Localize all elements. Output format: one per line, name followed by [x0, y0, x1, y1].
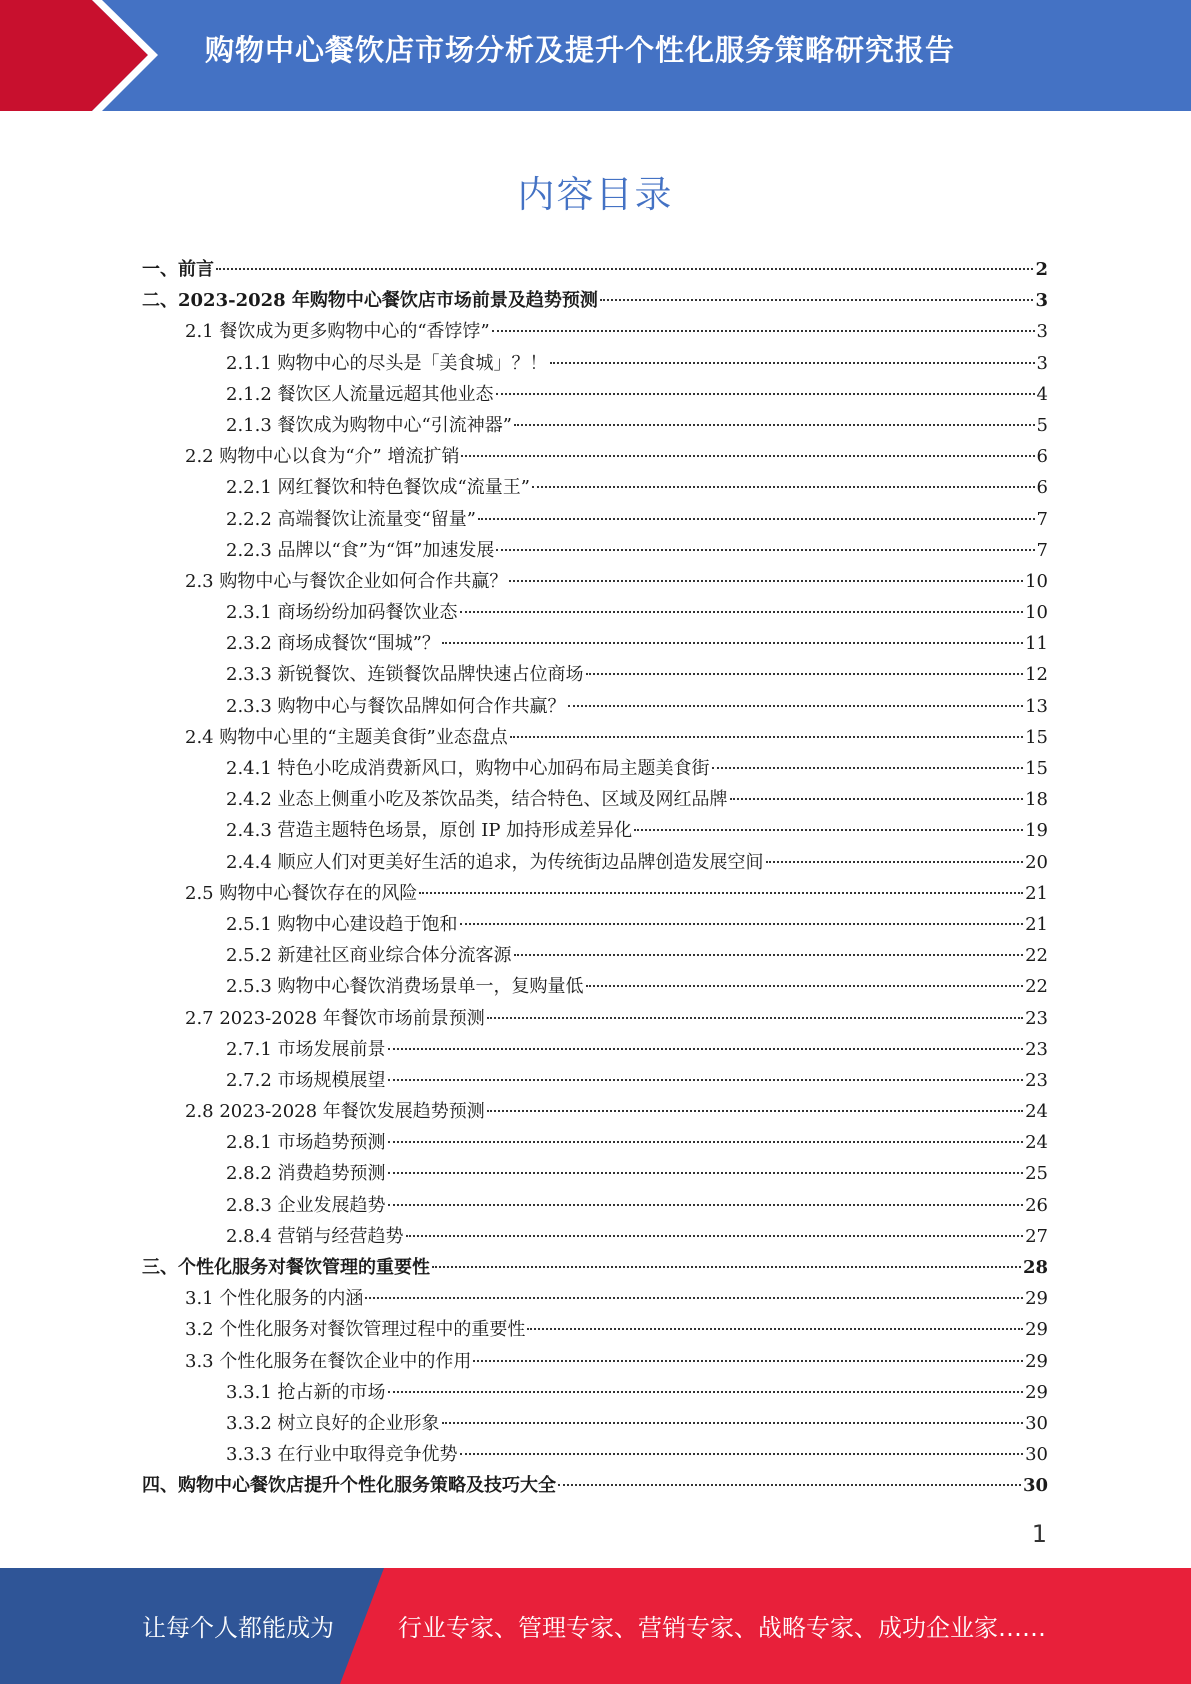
toc-entry-title: 2.1 餐饮成为更多购物中心的“香饽饽” — [185, 321, 490, 343]
toc-entry[interactable] — [142, 1470, 1048, 1501]
toc-entry-page: 2 — [1035, 259, 1048, 280]
toc-entry[interactable] — [142, 316, 1048, 347]
toc-entry-page: 15 — [1025, 758, 1048, 779]
toc-entry[interactable] — [142, 1314, 1048, 1345]
toc-dot-leader — [510, 736, 1023, 738]
toc-entry-page: 3 — [1035, 290, 1048, 312]
toc-entry-page: 29 — [1025, 1288, 1048, 1310]
toc-entry-title: 2.2.1 网红餐饮和特色餐饮成“流量王” — [226, 477, 530, 499]
toc-entry[interactable] — [142, 1003, 1048, 1034]
toc-entry[interactable] — [142, 441, 1048, 472]
toc-entry[interactable] — [142, 1408, 1048, 1439]
toc-entry-title: 3.1 个性化服务的内涵 — [185, 1288, 364, 1310]
toc-dot-leader — [766, 861, 1024, 863]
footer-slogan-right: 行业专家、管理专家、营销专家、战略专家、成功企业家…… — [398, 1614, 1046, 1642]
toc-entry-title: 三、个性化服务对餐饮管理的重要性 — [142, 1257, 430, 1278]
toc-entry-page: 23 — [1025, 1038, 1048, 1060]
toc-entry-title: 2.7.2 市场规模展望 — [226, 1069, 386, 1091]
toc-entry-page: 21 — [1025, 882, 1048, 904]
toc-entry-title: 2.3.1 商场纷纷加码餐饮业态 — [226, 602, 458, 624]
toc-entry-page: 6 — [1036, 446, 1048, 468]
toc-dot-leader — [527, 1328, 1023, 1330]
toc-entry[interactable] — [142, 878, 1048, 909]
toc-dot-leader — [388, 1391, 1024, 1393]
toc-entry[interactable] — [142, 1034, 1048, 1065]
header-banner — [0, 0, 1191, 111]
toc-entry-title: 2.5.1 购物中心建设趋于饱和 — [226, 913, 458, 935]
toc-entry[interactable] — [142, 1252, 1048, 1283]
toc-dot-leader — [532, 486, 1035, 488]
toc-entry-title: 2.8.3 企业发展趋势 — [226, 1194, 386, 1216]
toc-entry-title: 2.3.2 商场成餐饮“围城”？ — [226, 633, 440, 655]
toc-entry-page: 29 — [1025, 1350, 1048, 1372]
toc-entry[interactable] — [142, 971, 1048, 1002]
toc-entry-page: 10 — [1025, 602, 1048, 624]
toc-dot-leader — [388, 1172, 1024, 1174]
toc-entry[interactable] — [142, 1439, 1048, 1470]
toc-dot-leader — [365, 1297, 1023, 1299]
toc-dot-leader — [730, 798, 1024, 800]
toc-entry-page: 3 — [1036, 321, 1048, 343]
toc-entry-page: 22 — [1025, 976, 1048, 998]
toc-entry[interactable] — [142, 1346, 1048, 1377]
toc-entry-title: 2.5 购物中心餐饮存在的风险 — [185, 882, 418, 904]
toc-entry-title: 2.8.1 市场趋势预测 — [226, 1132, 386, 1154]
toc-entry-page: 23 — [1025, 1069, 1048, 1091]
toc-dot-leader — [496, 549, 1034, 551]
toc-dot-leader — [388, 1204, 1024, 1206]
toc-entry[interactable] — [142, 597, 1048, 628]
toc-entry-title: 2.2 购物中心以食为“介” 增流扩销 — [185, 446, 460, 468]
toc-entry[interactable] — [142, 1283, 1048, 1314]
toc-dot-leader — [514, 954, 1024, 956]
toc-entry-title: 2.5.2 新建社区商业综合体分流客源 — [226, 945, 512, 967]
toc-dot-leader — [473, 1360, 1023, 1362]
toc-entry-title: 2.2.2 高端餐饮让流量变“留量” — [226, 508, 476, 530]
toc-entry[interactable] — [142, 1190, 1048, 1221]
toc-entry-title: 2.8.4 营销与经营趋势 — [226, 1225, 404, 1247]
toc-dot-leader — [492, 330, 1035, 332]
toc-entry-page: 25 — [1025, 1163, 1048, 1185]
toc-entry[interactable] — [142, 535, 1048, 566]
report-title: 购物中心餐饮店市场分析及提升个性化服务策略研究报告 — [205, 33, 956, 67]
toc-entry-title: 2.2.3 品牌以“食”为“饵”加速发展 — [226, 539, 495, 561]
toc-entry-page: 24 — [1025, 1132, 1048, 1154]
toc-dot-leader — [586, 985, 1024, 987]
toc-entry-page: 26 — [1025, 1194, 1048, 1216]
toc-entry-title: 2.3 购物中心与餐饮企业如何合作共赢？ — [185, 570, 508, 592]
toc-entry-title: 2.5.3 购物中心餐饮消费场景单一，复购量低 — [226, 976, 584, 998]
toc-dot-leader — [487, 1110, 1023, 1112]
table-of-contents — [142, 254, 1048, 1502]
toc-entry[interactable] — [142, 1377, 1048, 1408]
toc-dot-leader — [478, 518, 1035, 520]
toc-entry[interactable] — [142, 410, 1048, 441]
toc-entry[interactable] — [142, 1065, 1048, 1096]
toc-dot-leader — [460, 923, 1024, 925]
toc-dot-leader — [388, 1048, 1024, 1050]
toc-dot-leader — [712, 767, 1024, 769]
toc-entry-page: 24 — [1025, 1101, 1048, 1123]
toc-entry-title: 2.8 2023-2028 年餐饮发展趋势预测 — [185, 1101, 485, 1123]
toc-entry[interactable] — [142, 815, 1048, 846]
toc-entry[interactable] — [142, 1096, 1048, 1127]
toc-dot-leader — [586, 673, 1024, 675]
toc-dot-leader — [432, 1266, 1021, 1268]
toc-entry[interactable] — [142, 254, 1048, 285]
toc-entry[interactable] — [142, 659, 1048, 690]
toc-dot-leader — [460, 1453, 1024, 1455]
header-arrow-decoration — [0, 0, 160, 111]
toc-entry-title: 3.3 个性化服务在餐饮企业中的作用 — [185, 1350, 472, 1372]
toc-dot-leader — [419, 892, 1023, 894]
toc-entry-title: 2.4.4 顺应人们对更美好生活的追求，为传统街边品牌创造发展空间 — [226, 851, 764, 873]
toc-dot-leader — [600, 299, 1034, 301]
toc-dot-leader — [461, 455, 1034, 457]
toc-entry-title: 二、2023-2028 年购物中心餐饮店市场前景及趋势预测 — [142, 290, 598, 312]
toc-dot-leader — [406, 1235, 1024, 1237]
toc-entry-title: 3.3.3 在行业中取得竞争优势 — [226, 1444, 458, 1466]
toc-dot-leader — [558, 1484, 1021, 1486]
toc-dot-leader — [496, 393, 1035, 395]
footer-banner — [0, 1568, 1191, 1684]
toc-entry-title: 四、购物中心餐饮店提升个性化服务策略及技巧大全 — [142, 1475, 556, 1497]
toc-entry-page: 3 — [1036, 352, 1048, 374]
toc-entry[interactable] — [142, 379, 1048, 410]
toc-entry-page: 12 — [1025, 664, 1048, 686]
toc-entry-title: 2.4.2 业态上侧重小吃及茶饮品类，结合特色、区域及网红品牌 — [226, 789, 728, 811]
toc-entry-title: 2.4.1 特色小吃成消费新风口，购物中心加码布局主题美食街 — [226, 758, 710, 779]
toc-entry[interactable] — [142, 628, 1048, 659]
toc-entry-page: 7 — [1036, 508, 1048, 530]
toc-entry-title: 2.7 2023-2028 年餐饮市场前景预测 — [185, 1007, 485, 1029]
toc-entry-title: 一、前言 — [142, 259, 214, 280]
toc-entry-page: 20 — [1025, 851, 1048, 873]
toc-entry-title: 2.1.1 购物中心的尽头是「美食城」？！ — [226, 352, 548, 374]
toc-entry-page: 23 — [1025, 1007, 1048, 1029]
toc-entry-title: 2.3.3 新锐餐饮、连锁餐饮品牌快速占位商场 — [226, 664, 584, 686]
toc-entry-page: 30 — [1022, 1475, 1048, 1497]
toc-entry[interactable] — [142, 691, 1048, 722]
toc-entry-title: 2.8.2 消费趋势预测 — [226, 1163, 386, 1185]
toc-entry-page: 19 — [1025, 820, 1048, 842]
toc-entry[interactable] — [142, 504, 1048, 535]
toc-dot-leader — [568, 705, 1024, 707]
toc-entry-page: 29 — [1025, 1381, 1048, 1403]
toc-entry[interactable] — [142, 909, 1048, 940]
toc-entry-page: 15 — [1025, 726, 1048, 748]
toc-entry-title: 3.3.2 树立良好的企业形象 — [226, 1412, 440, 1434]
toc-entry-title: 3.2 个性化服务对餐饮管理过程中的重要性 — [185, 1319, 526, 1341]
toc-entry[interactable] — [142, 1127, 1048, 1158]
toc-dot-leader — [388, 1141, 1024, 1143]
toc-entry-title: 2.4 购物中心里的“主题美食街”业态盘点 — [185, 726, 508, 748]
toc-dot-leader — [442, 1422, 1024, 1424]
footer-slogan-left: 让每个人都能成为 — [142, 1614, 334, 1642]
page-number: 1 — [1031, 1520, 1047, 1548]
toc-dot-leader — [509, 580, 1023, 582]
toc-entry[interactable] — [142, 847, 1048, 878]
toc-entry[interactable] — [142, 1158, 1048, 1189]
toc-entry[interactable] — [142, 566, 1048, 597]
toc-entry-page: 18 — [1025, 789, 1048, 811]
toc-dot-leader — [216, 268, 1033, 270]
toc-entry-title: 3.3.1 抢占新的市场 — [226, 1381, 386, 1403]
toc-entry[interactable] — [142, 722, 1048, 753]
toc-entry-title: 2.4.3 营造主题特色场景，原创 IP 加持形成差异化 — [226, 820, 633, 842]
toc-entry-page: 29 — [1025, 1319, 1048, 1341]
toc-entry-title: 2.3.3 购物中心与餐饮品牌如何合作共赢？ — [226, 695, 566, 717]
toc-heading: 内容目录 — [517, 173, 674, 216]
toc-dot-leader — [487, 1017, 1023, 1019]
toc-entry-page: 13 — [1025, 695, 1048, 717]
toc-entry-title: 2.1.3 餐饮成为购物中心“引流神器” — [226, 414, 512, 436]
toc-entry[interactable] — [142, 753, 1048, 784]
toc-dot-leader — [550, 362, 1035, 364]
toc-dot-leader — [460, 611, 1024, 613]
toc-entry-page: 30 — [1025, 1412, 1048, 1434]
toc-entry-page: 7 — [1036, 539, 1048, 561]
toc-entry-page: 5 — [1036, 414, 1048, 436]
toc-entry-page: 21 — [1025, 913, 1048, 935]
toc-entry[interactable] — [142, 285, 1048, 316]
toc-entry-title: 2.1.2 餐饮区人流量远超其他业态 — [226, 383, 494, 405]
toc-entry-page: 4 — [1036, 383, 1048, 405]
toc-dot-leader — [442, 642, 1023, 644]
toc-entry-page: 11 — [1025, 633, 1048, 655]
toc-entry[interactable] — [142, 472, 1048, 503]
toc-entry[interactable] — [142, 348, 1048, 379]
toc-entry-page: 22 — [1025, 945, 1048, 967]
toc-entry-page: 30 — [1025, 1444, 1048, 1466]
toc-entry[interactable] — [142, 1221, 1048, 1252]
toc-entry-page: 10 — [1025, 570, 1048, 592]
toc-dot-leader — [514, 424, 1035, 426]
toc-entry[interactable] — [142, 784, 1048, 815]
toc-dot-leader — [388, 1079, 1024, 1081]
toc-entry-title: 2.7.1 市场发展前景 — [226, 1038, 386, 1060]
toc-entry[interactable] — [142, 940, 1048, 971]
toc-entry-page: 27 — [1025, 1225, 1048, 1247]
toc-entry-page: 6 — [1036, 477, 1048, 499]
toc-entry-page: 28 — [1022, 1257, 1048, 1278]
toc-dot-leader — [634, 829, 1023, 831]
